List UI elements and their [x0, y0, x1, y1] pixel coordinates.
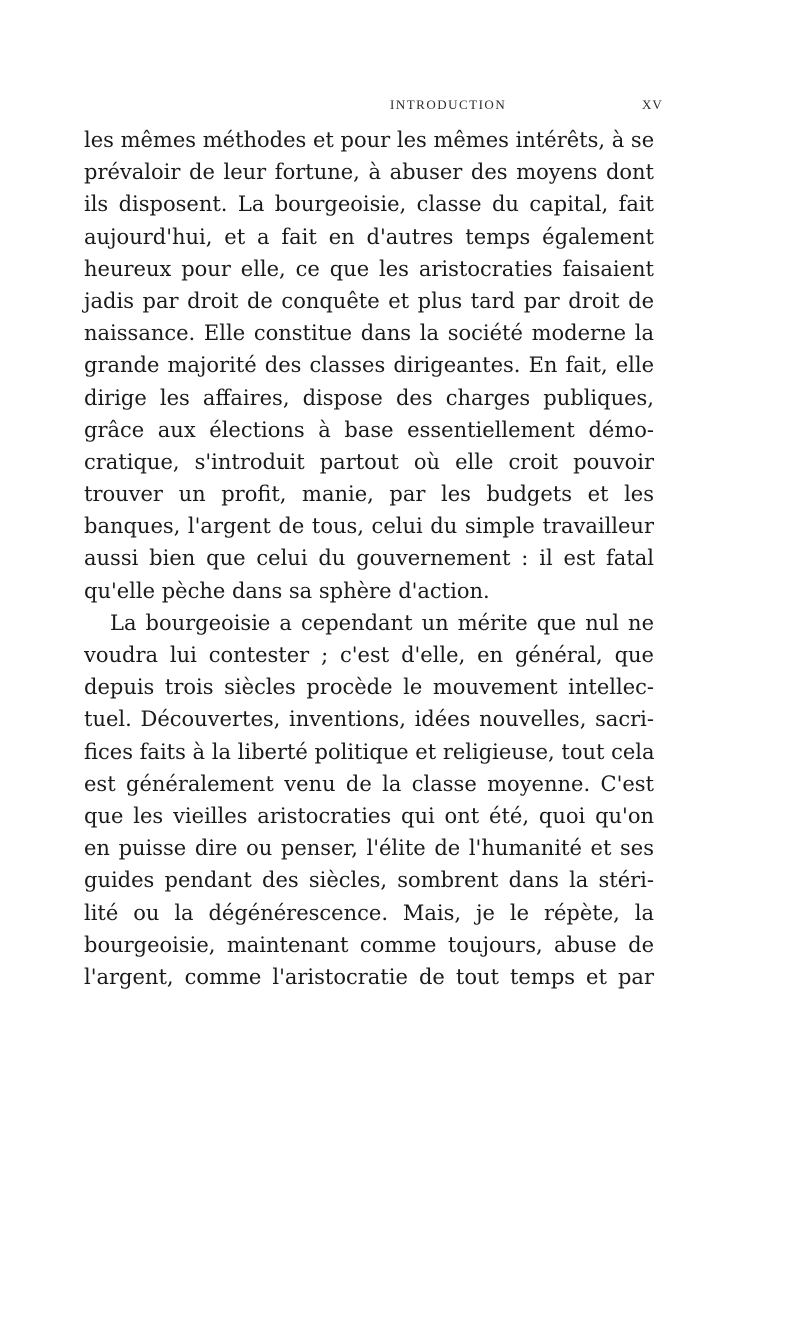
- paragraph-start-line: La bourgeoisie a cependant un mérite que nul ne: [110, 610, 654, 635]
- text-line: en puisse dire ou penser, l'élite de l'humanité et ses: [84, 836, 654, 861]
- text-line: prévaloir de leur fortune, à abuser des moyens dont: [84, 160, 654, 185]
- text-line: cratique, s'introduit partout où elle croit pouvoir: [84, 449, 654, 474]
- text-line: les mêmes méthodes et pour les mêmes intérêts, à se: [84, 128, 655, 152]
- text-line: voudra lui contester ; c'est d'elle, en général, que: [84, 643, 654, 667]
- running-head: [0, 97, 800, 117]
- paragraph-end-line: qu'elle pèche dans sa sphère d'action.: [84, 578, 490, 603]
- text-line: l'argent, comme l'aristocratie de tout temps et par: [84, 964, 654, 989]
- text-line: trouver un profit, manie, par les budgets et les: [84, 482, 654, 507]
- body-text: [84, 124, 654, 993]
- text-line: banques, l'argent de tous, celui du simple travailleur: [84, 514, 654, 539]
- text-line: lité ou la dégénérescence. Mais, je le répète, la: [84, 900, 654, 925]
- text-line: que les vieilles aristocraties qui ont été, quoi qu'on: [84, 803, 654, 828]
- text-line: guides pendant des siècles, sombrent dans la stéri-: [84, 868, 654, 893]
- running-title: INTRODUCTION: [390, 97, 507, 112]
- text-line: dirige les affaires, dispose des charges publiques,: [84, 385, 654, 410]
- text-line: fices faits à la liberté politique et religieuse, tout cela: [84, 739, 655, 764]
- text-line: grâce aux élections à base essentiellement démo-: [84, 417, 654, 442]
- text-line: ils disposent. La bourgeoisie, classe du capital, fait: [84, 192, 654, 217]
- text-line: depuis trois siècles procède le mouvement intellec-: [84, 675, 654, 700]
- text-line: jadis par droit de conquête et plus tard par droit de: [84, 288, 654, 313]
- text-line: aussi bien que celui du gouvernement : il est fatal: [84, 546, 654, 571]
- text-line: tuel. Découvertes, inventions, idées nouvelles, sacri-: [84, 707, 654, 732]
- text-line: grande majorité des classes dirigeantes. En fait, elle: [84, 353, 654, 378]
- text-line: aujourd'hui, et a fait en d'autres temps également: [84, 224, 654, 249]
- text-line: heureux pour elle, ce que les aristocraties faisaient: [84, 256, 654, 281]
- page-number: XV: [642, 97, 663, 112]
- text-line: bourgeoisie, maintenant comme toujours, abuse de: [84, 932, 654, 957]
- text-line: est généralement venu de la classe moyenne. C'est: [84, 771, 654, 796]
- text-line: naissance. Elle constitue dans la société moderne la: [84, 321, 654, 346]
